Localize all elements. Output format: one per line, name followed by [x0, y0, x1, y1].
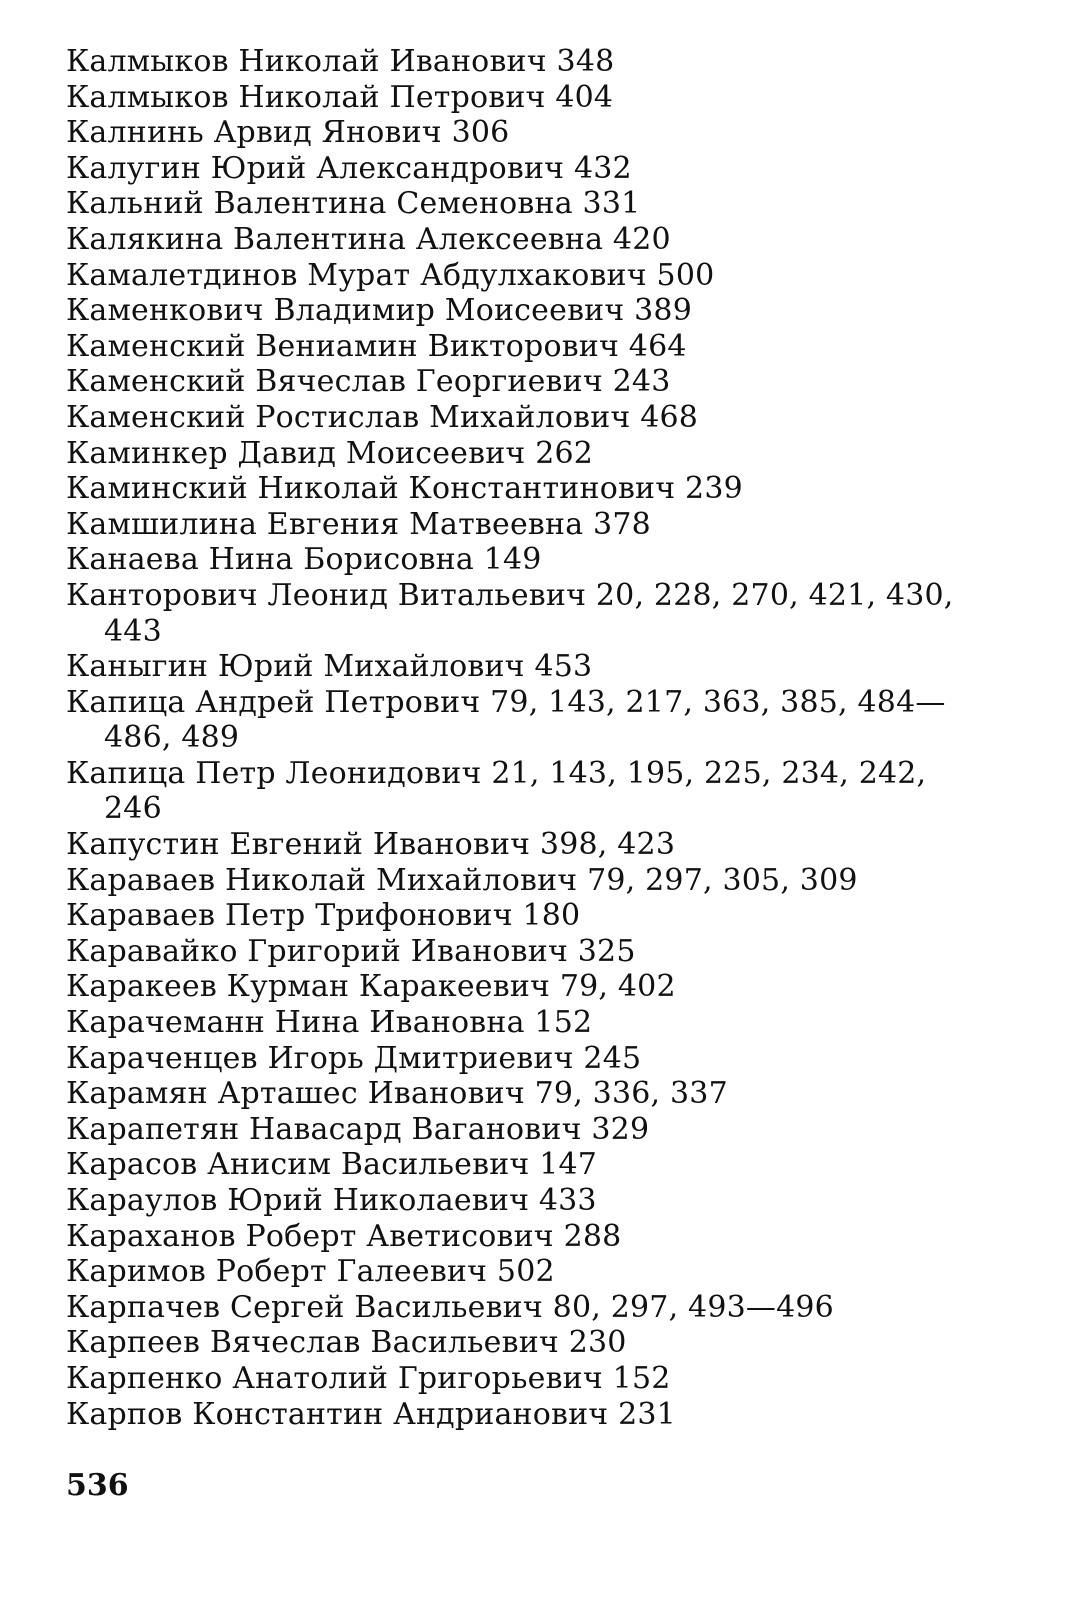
entry-name: Каменский Ростислав Михайлович — [66, 399, 631, 435]
entry-pages: 152 — [612, 1360, 671, 1396]
entry-pages: 378 — [593, 506, 651, 542]
entry-pages: 468 — [640, 399, 699, 435]
index-entry — [66, 934, 1046, 970]
entry-pages: 149 — [483, 542, 542, 578]
index-entry — [66, 578, 1046, 649]
entry-pages: 432 — [573, 150, 632, 186]
index-entry — [66, 329, 1046, 365]
entry-pages: 420 — [612, 221, 671, 257]
entry-pages: 239 — [685, 471, 743, 507]
index-entry — [66, 1147, 1046, 1183]
entry-name: Караваев Петр Трифонович — [66, 898, 513, 934]
entry-name: Каменский Вячеслав Георгиевич — [66, 364, 603, 400]
entry-name: Карпенко Анатолий Григорьевич — [66, 1360, 603, 1396]
entry-pages: 243 — [612, 364, 671, 400]
entry-name: Канаева Нина Борисовна — [66, 542, 474, 578]
entry-name: Каравайко Григорий Иванович — [66, 933, 568, 969]
entry-pages: 245 — [583, 1040, 642, 1076]
entry-name: Капица Петр Леонидович — [66, 755, 482, 791]
entry-name: Карпачев Сергей Васильевич — [66, 1289, 543, 1325]
entry-name: Каминский Николай Константинович — [66, 471, 676, 507]
entry-name: Карамян Арташес Иванович — [66, 1076, 525, 1112]
index-entry — [66, 863, 1046, 899]
index-entry — [66, 507, 1046, 543]
entry-pages: 306 — [451, 115, 510, 151]
index-entry — [66, 436, 1046, 472]
entry-name: Карапетян Навасард Ваганович — [66, 1111, 582, 1147]
entry-pages: 79, 402 — [559, 969, 676, 1005]
entry-pages: 433 — [538, 1183, 597, 1218]
index-entry — [66, 685, 1046, 756]
entry-pages: 288 — [563, 1218, 622, 1254]
index-entry — [66, 649, 1046, 685]
entry-name: Карачеманн Нина Ивановна — [66, 1005, 525, 1041]
entry-pages: 404 — [555, 79, 614, 115]
index-entry — [66, 1041, 1046, 1077]
entry-pages: 262 — [535, 435, 594, 471]
index-entry — [66, 258, 1046, 294]
index-entry — [66, 80, 1046, 116]
entry-pages: 329 — [591, 1111, 650, 1147]
index-entry — [66, 115, 1046, 151]
entry-pages: 79, 297, 305, 309 — [587, 862, 858, 898]
page-number: 536 — [66, 1468, 129, 1503]
index-entry — [66, 1290, 1046, 1326]
entry-name: Каримов Роберт Галеевич — [66, 1254, 488, 1290]
index-entry — [66, 756, 1046, 827]
entry-pages: 389 — [634, 293, 693, 329]
entry-pages: 147 — [539, 1147, 598, 1183]
entry-pages: 502 — [496, 1254, 555, 1290]
entry-pages-continuation: 443 — [104, 613, 162, 649]
entry-name: Карпов Константин Андрианович — [66, 1396, 609, 1432]
entry-pages: 21, 143, 195, 225, 234, 242, — [491, 755, 927, 791]
entry-pages: 20, 228, 270, 421, 430, — [595, 577, 954, 613]
index-entry — [66, 898, 1046, 934]
entry-name: Камалетдинов Мурат Абдулхакович — [66, 257, 647, 293]
index-entry — [66, 969, 1046, 1005]
entry-pages: 231 — [618, 1396, 676, 1432]
entry-pages: 453 — [534, 649, 593, 685]
index-entry — [66, 151, 1046, 187]
entry-pages-continuation: 486, 489 — [104, 720, 240, 756]
index-entry — [66, 1112, 1046, 1148]
entry-pages: 464 — [628, 328, 687, 364]
index-entry — [66, 293, 1046, 329]
index-entry — [66, 1361, 1046, 1397]
index-entry — [66, 1254, 1046, 1290]
entry-name: Караваев Николай Михайлович — [66, 862, 578, 898]
name-index-list — [66, 44, 1046, 1432]
index-entry — [66, 471, 1046, 507]
entry-pages: 79, 143, 217, 363, 385, 484— — [490, 684, 946, 720]
entry-name: Капица Андрей Петрович — [66, 684, 481, 720]
entry-pages: 80, 297, 493—496 — [552, 1289, 834, 1325]
entry-pages: 500 — [656, 257, 715, 293]
entry-pages: 152 — [534, 1005, 593, 1041]
entry-pages: 331 — [582, 186, 641, 222]
entry-name: Калнинь Арвид Янович — [66, 115, 442, 151]
entry-name: Каменкович Владимир Моисеевич — [66, 293, 625, 329]
index-entry — [66, 542, 1046, 578]
entry-pages: 325 — [577, 933, 636, 969]
entry-pages: 79, 336, 337 — [534, 1076, 728, 1112]
index-entry — [66, 44, 1046, 80]
entry-name: Кальний Валентина Семеновна — [66, 186, 573, 222]
index-entry — [66, 1397, 1046, 1433]
entry-name: Калякина Валентина Алексеевна — [66, 221, 604, 257]
entry-name: Камшилина Евгения Матвеевна — [66, 506, 584, 542]
index-entry — [66, 1005, 1046, 1041]
entry-name: Калугин Юрий Александрович — [66, 150, 565, 186]
index-entry — [66, 1183, 1046, 1219]
entry-pages: 348 — [556, 44, 615, 79]
entry-name: Карпеев Вячеслав Васильевич — [66, 1325, 559, 1361]
entry-pages: 180 — [522, 898, 581, 934]
entry-pages: 398, 423 — [539, 827, 676, 863]
entry-name: Караченцев Игорь Дмитриевич — [66, 1040, 574, 1076]
entry-name: Карасов Анисим Васильевич — [66, 1147, 530, 1183]
index-entry — [66, 400, 1046, 436]
entry-name: Каменский Вениамин Викторович — [66, 328, 620, 364]
index-entry — [66, 1076, 1046, 1112]
entry-name: Канторович Леонид Витальевич — [66, 577, 587, 613]
entry-name: Каныгин Юрий Михайлович — [66, 649, 525, 685]
entry-name: Калмыков Николай Петрович — [66, 79, 546, 115]
entry-name: Калмыков Николай Иванович — [66, 44, 547, 79]
index-entry — [66, 222, 1046, 258]
index-entry — [66, 1219, 1046, 1255]
entry-name: Каракеев Курман Каракеевич — [66, 969, 551, 1005]
index-entry — [66, 186, 1046, 222]
entry-name: Каминкер Давид Моисеевич — [66, 435, 526, 471]
entry-pages: 230 — [568, 1325, 627, 1361]
index-entry — [66, 827, 1046, 863]
index-entry — [66, 1325, 1046, 1361]
entry-pages-continuation: 246 — [104, 791, 162, 827]
index-entry — [66, 364, 1046, 400]
entry-name: Караулов Юрий Николаевич — [66, 1183, 530, 1218]
entry-name: Караханов Роберт Аветисович — [66, 1218, 554, 1254]
entry-name: Капустин Евгений Иванович — [66, 827, 531, 863]
